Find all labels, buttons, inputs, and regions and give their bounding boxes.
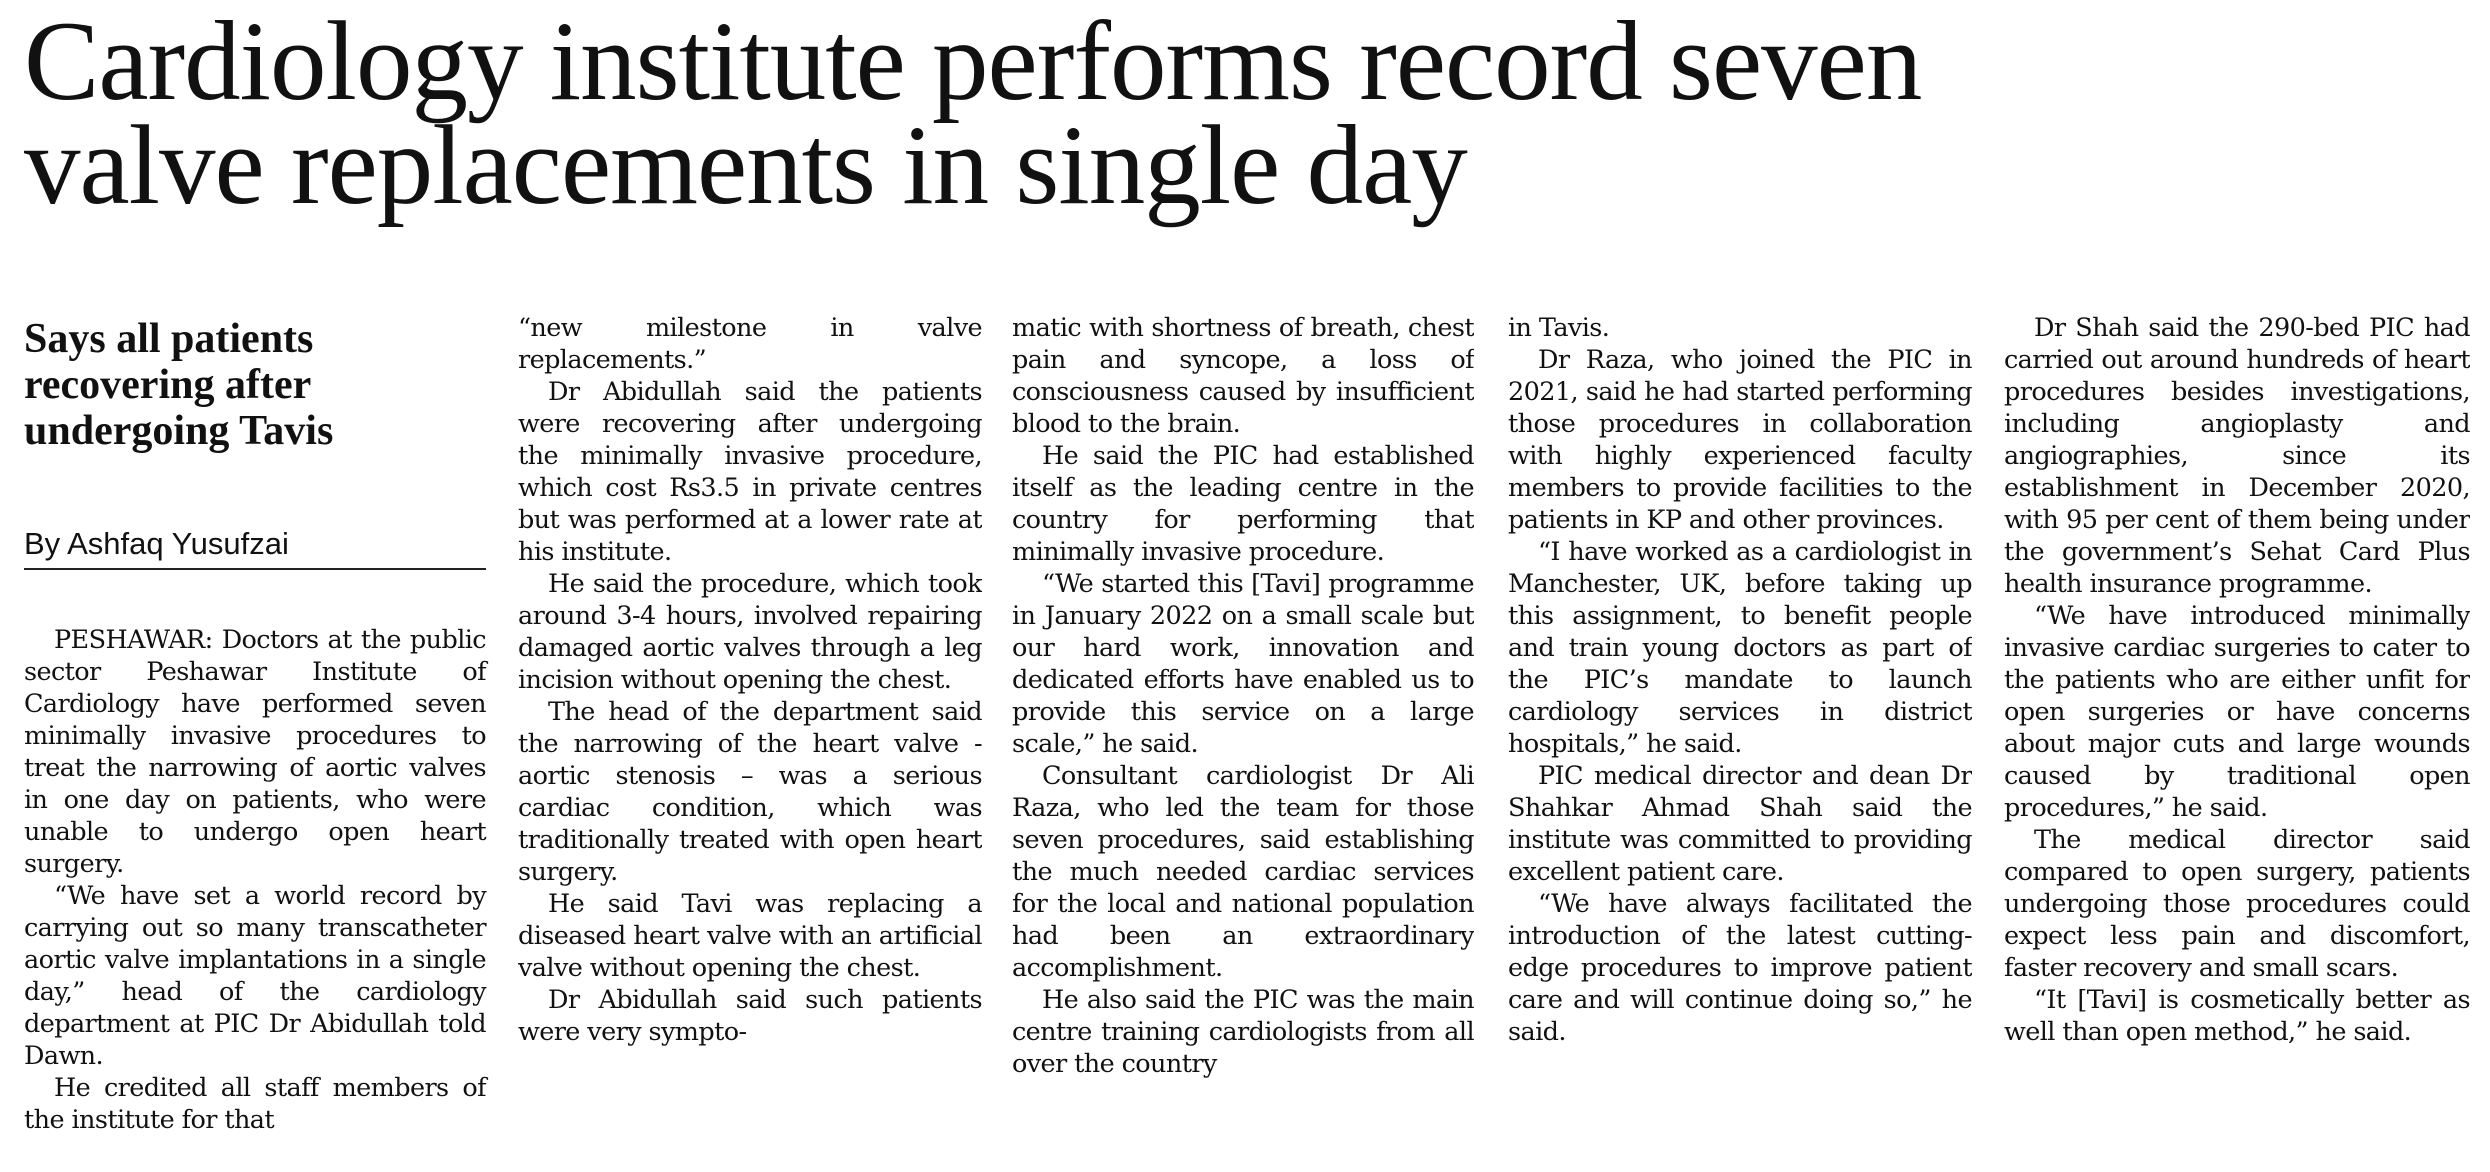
- paragraph: Dr Abidullah said the patients were recovering after undergoing the minimally invasive procedure, which cost Rs3.5 in private centres but was performed at a lower rate at his institute.: [518, 377, 982, 567]
- article-column-2: [518, 312, 982, 1162]
- paragraph: Dr Abidullah said such patients were very sympto-: [518, 985, 982, 1047]
- paragraph: Dr Raza, who joined the PIC in 2021, said he had started performing those procedures in collaboration with highly experienced faculty members to provide facilities to the patients in KP and other provinces.: [1508, 345, 1972, 535]
- headline-line-2: valve replacements in single day: [24, 103, 1467, 228]
- paragraph: He said the procedure, which took around 3-4 hours, involved repairing damaged aortic valves through a leg incision without opening the chest.: [518, 569, 982, 695]
- paragraph: He said the PIC had established itself as the leading centre in the country for performing that minimally invasive procedure.: [1012, 441, 1474, 567]
- article-column-3: [1012, 312, 1474, 1162]
- byline-divider: [24, 568, 486, 570]
- paragraph: “We have set a world record by carrying out so many transcatheter aortic valve implantations in a single day,” head of the cardiology department at PIC Dr Abidullah told Dawn.: [24, 881, 486, 1071]
- paragraph: Consultant cardiologist Dr Ali Raza, who led the team for those seven procedures, said establishing the much needed cardiac services for the local and national population had been an extraordinary accomplishment.: [1012, 761, 1474, 983]
- paragraph: The medical director said compared to open surgery, patients undergoing those procedures could expect less pain and discomfort, faster recovery and small scars.: [2004, 825, 2470, 983]
- paragraph: “We started this [Tavi] programme in January 2022 on a small scale but our hard work, innovation and dedicated efforts have enabled us to provide this service on a large scale,” he said.: [1012, 569, 1474, 759]
- article-column-4: [1508, 312, 1972, 1162]
- paragraph: He also said the PIC was the main centre training cardiologists from all over the country: [1012, 985, 1474, 1079]
- paragraph: “It [Tavi] is cosmetically better as well than open method,” he said.: [2004, 985, 2470, 1047]
- paragraph: “I have worked as a cardiologist in Manchester, UK, before taking up this assignment, to benefit people and train young doctors as part of the PIC’s mandate to launch cardiology services in district hospitals,” he said.: [1508, 537, 1972, 759]
- paragraph: PIC medical director and dean Dr Shahkar Ahmad Shah said the institute was committed to providing excellent patient care.: [1508, 761, 1972, 887]
- paragraph: Dr Shah said the 290-bed PIC had carried out around hundreds of heart procedures besides investigations, including angioplasty and angiographies, since its establishment in December 2020, with 95 per cent of them being under the government’s Sehat Card Plus health insurance programme.: [2004, 313, 2470, 599]
- subheadline-line-1: Says all patients: [24, 316, 314, 362]
- paragraph: He credited all staff members of the institute for that: [24, 1073, 486, 1135]
- article-column-5: [2004, 312, 2470, 1162]
- paragraph: in Tavis.: [1508, 313, 1610, 343]
- headline: [24, 0, 2464, 228]
- article-column-1: [24, 624, 486, 1136]
- paragraph: “new milestone in valve replacements.”: [518, 313, 982, 375]
- paragraph: “We have introduced minimally invasive cardiac surgeries to cater to the patients who are either unfit for open surgeries or have concerns about major cuts and large wounds caused by traditional open procedures,” he said.: [2004, 601, 2470, 823]
- byline: By Ashfaq Yusufzai: [24, 526, 289, 561]
- subheadline-line-2: recovering after: [24, 362, 312, 408]
- headline-line-1: Cardiology institute performs record seven: [24, 0, 1922, 124]
- paragraph: The head of the department said the narrowing of the heart valve - aortic stenosis – was a serious cardiac condition, which was traditionally treated with open heart surgery.: [518, 697, 982, 887]
- paragraph: matic with shortness of breath, chest pain and syncope, a loss of consciousness caused by insufficient blood to the brain.: [1012, 313, 1474, 439]
- subheadline-line-3: undergoing Tavis: [24, 408, 334, 454]
- paragraph: PESHAWAR: Doctors at the public sector Peshawar Institute of Cardiology have performed seven minimally invasive procedures to treat the narrowing of aortic valves in one day on patients, who were unable to undergo open heart surgery.: [24, 625, 486, 879]
- paragraph: He said Tavi was replacing a diseased heart valve with an artificial valve without opening the chest.: [518, 889, 982, 983]
- paragraph: “We have always facilitated the introduction of the latest cutting-edge procedures to improve patient care and will continue doing so,” he said.: [1508, 889, 1972, 1047]
- subheadline: [24, 316, 484, 454]
